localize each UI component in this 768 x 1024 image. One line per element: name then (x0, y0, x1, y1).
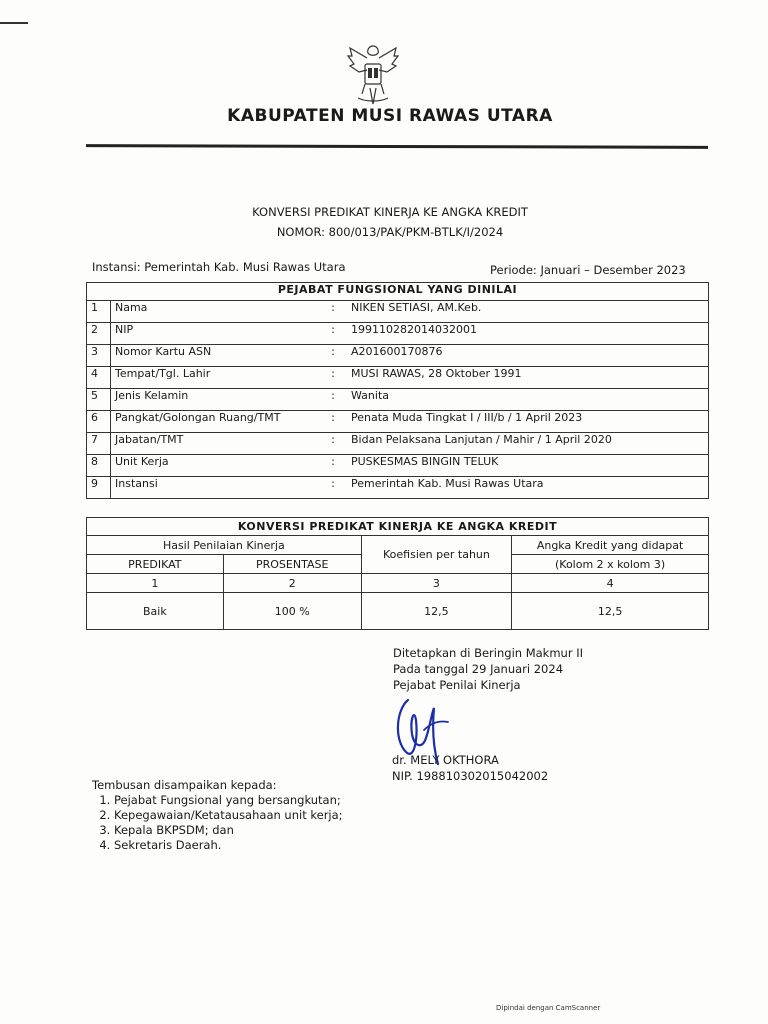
row-label: Instansi (111, 477, 320, 499)
row-value: Penata Muda Tingkat I / III/b / 1 April 2023 (347, 411, 709, 433)
prosentase-value: 100 % (223, 593, 361, 630)
angka-kredit-subheader: (Kolom 2 x kolom 3) (512, 555, 709, 574)
col-number: 2 (223, 574, 361, 593)
row-value: 199110282014032001 (347, 323, 709, 345)
predikat-value: Baik (87, 593, 224, 630)
row-separator: : (319, 345, 347, 367)
row-label: Pangkat/Golongan Ruang/TMT (111, 411, 320, 433)
table-row (87, 389, 709, 411)
row-value: PUSKESMAS BINGIN TELUK (347, 455, 709, 477)
signatory-nip: NIP. 198810302015042002 (392, 769, 549, 783)
list-item: 1. Pejabat Fungsional yang bersangkutan; (114, 793, 343, 808)
garuda-emblem-icon (344, 42, 402, 108)
koefisien-header: Koefisien per tahun (361, 536, 512, 574)
row-separator: : (319, 389, 347, 411)
col-number: 3 (361, 574, 512, 593)
row-value: Wanita (347, 389, 709, 411)
row-number: 3 (87, 345, 111, 367)
table-row (87, 345, 709, 367)
signatory-name: dr. MELY OKTHORA (392, 753, 499, 767)
tembusan-block (92, 778, 343, 853)
col-number: 4 (512, 574, 709, 593)
row-separator: : (319, 455, 347, 477)
row-number: 5 (87, 389, 111, 411)
document-title (130, 202, 650, 242)
angka-kredit-value: 12,5 (512, 593, 709, 630)
row-label: Unit Kerja (111, 455, 320, 477)
instansi-text: Instansi: Pemerintah Kab. Musi Rawas Utara (92, 260, 346, 274)
row-number: 2 (87, 323, 111, 345)
signature-role: Pejabat Penilai Kinerja (393, 678, 521, 692)
list-item: 2. Kepegawaian/Ketatausahaan unit kerja; (114, 808, 343, 823)
konversi-table (86, 517, 709, 630)
row-separator: : (319, 367, 347, 389)
table-row (87, 367, 709, 389)
kabupaten-title: KABUPATEN MUSI RAWAS UTARA (227, 106, 553, 126)
row-number: 4 (87, 367, 111, 389)
row-label: NIP (111, 323, 320, 345)
list-item: 4. Sekretaris Daerah. (114, 838, 343, 853)
table-row (87, 301, 709, 323)
hasil-header: Hasil Penilaian Kinerja (87, 536, 362, 555)
row-label: Jenis Kelamin (111, 389, 320, 411)
signature-place: Ditetapkan di Beringin Makmur II (393, 646, 583, 660)
table-row (87, 477, 709, 499)
table-row (87, 411, 709, 433)
tembusan-heading: Tembusan disampaikan kepada: (92, 778, 277, 792)
predikat-header: PREDIKAT (87, 555, 224, 574)
row-label: Jabatan/TMT (111, 433, 320, 455)
row-value: Bidan Pelaksana Lanjutan / Mahir / 1 April 2020 (347, 433, 709, 455)
row-number: 1 (87, 301, 111, 323)
angka-kredit-header: Angka Kredit yang didapat (512, 536, 709, 555)
row-label: Tempat/Tgl. Lahir (111, 367, 320, 389)
pejabat-section-title: PEJABAT FUNGSIONAL YANG DINILAI (87, 283, 709, 301)
prosentase-header: PROSENTASE (223, 555, 361, 574)
document-number: NOMOR: 800/013/PAK/PKM-BTLK/I/2024 (276, 225, 504, 239)
row-label: Nama (111, 301, 320, 323)
signature-block (393, 645, 583, 693)
row-label: Nomor Kartu ASN (111, 345, 320, 367)
table-row (87, 433, 709, 455)
table-row (87, 455, 709, 477)
corner-mark (0, 22, 28, 24)
scanner-footer: Dipindai dengan CamScanner (496, 1004, 601, 1012)
row-number: 9 (87, 477, 111, 499)
periode-text: Periode: Januari – Desember 2023 (490, 263, 686, 277)
koefisien-value: 12,5 (361, 593, 512, 630)
row-separator: : (319, 411, 347, 433)
row-separator: : (319, 433, 347, 455)
signatory-block (392, 752, 548, 784)
row-number: 8 (87, 455, 111, 477)
header-rule (86, 144, 708, 149)
signature-date: Pada tanggal 29 Januari 2024 (393, 662, 564, 676)
row-value: Pemerintah Kab. Musi Rawas Utara (347, 477, 709, 499)
table-row (87, 323, 709, 345)
row-separator: : (319, 477, 347, 499)
row-value: A201600170876 (347, 345, 709, 367)
konversi-section-title: KONVERSI PREDIKAT KINERJA KE ANGKA KREDIT (87, 518, 709, 536)
tembusan-list (92, 793, 343, 853)
document-title-line: KONVERSI PREDIKAT KINERJA KE ANGKA KREDIT (252, 205, 528, 219)
row-separator: : (319, 301, 347, 323)
list-item: 3. Kepala BKPSDM; dan (114, 823, 343, 838)
row-value: NIKEN SETIASI, AM.Keb. (347, 301, 709, 323)
row-number: 7 (87, 433, 111, 455)
pejabat-table (86, 282, 709, 499)
row-number: 6 (87, 411, 111, 433)
col-number: 1 (87, 574, 224, 593)
row-separator: : (319, 323, 347, 345)
row-value: MUSI RAWAS, 28 Oktober 1991 (347, 367, 709, 389)
